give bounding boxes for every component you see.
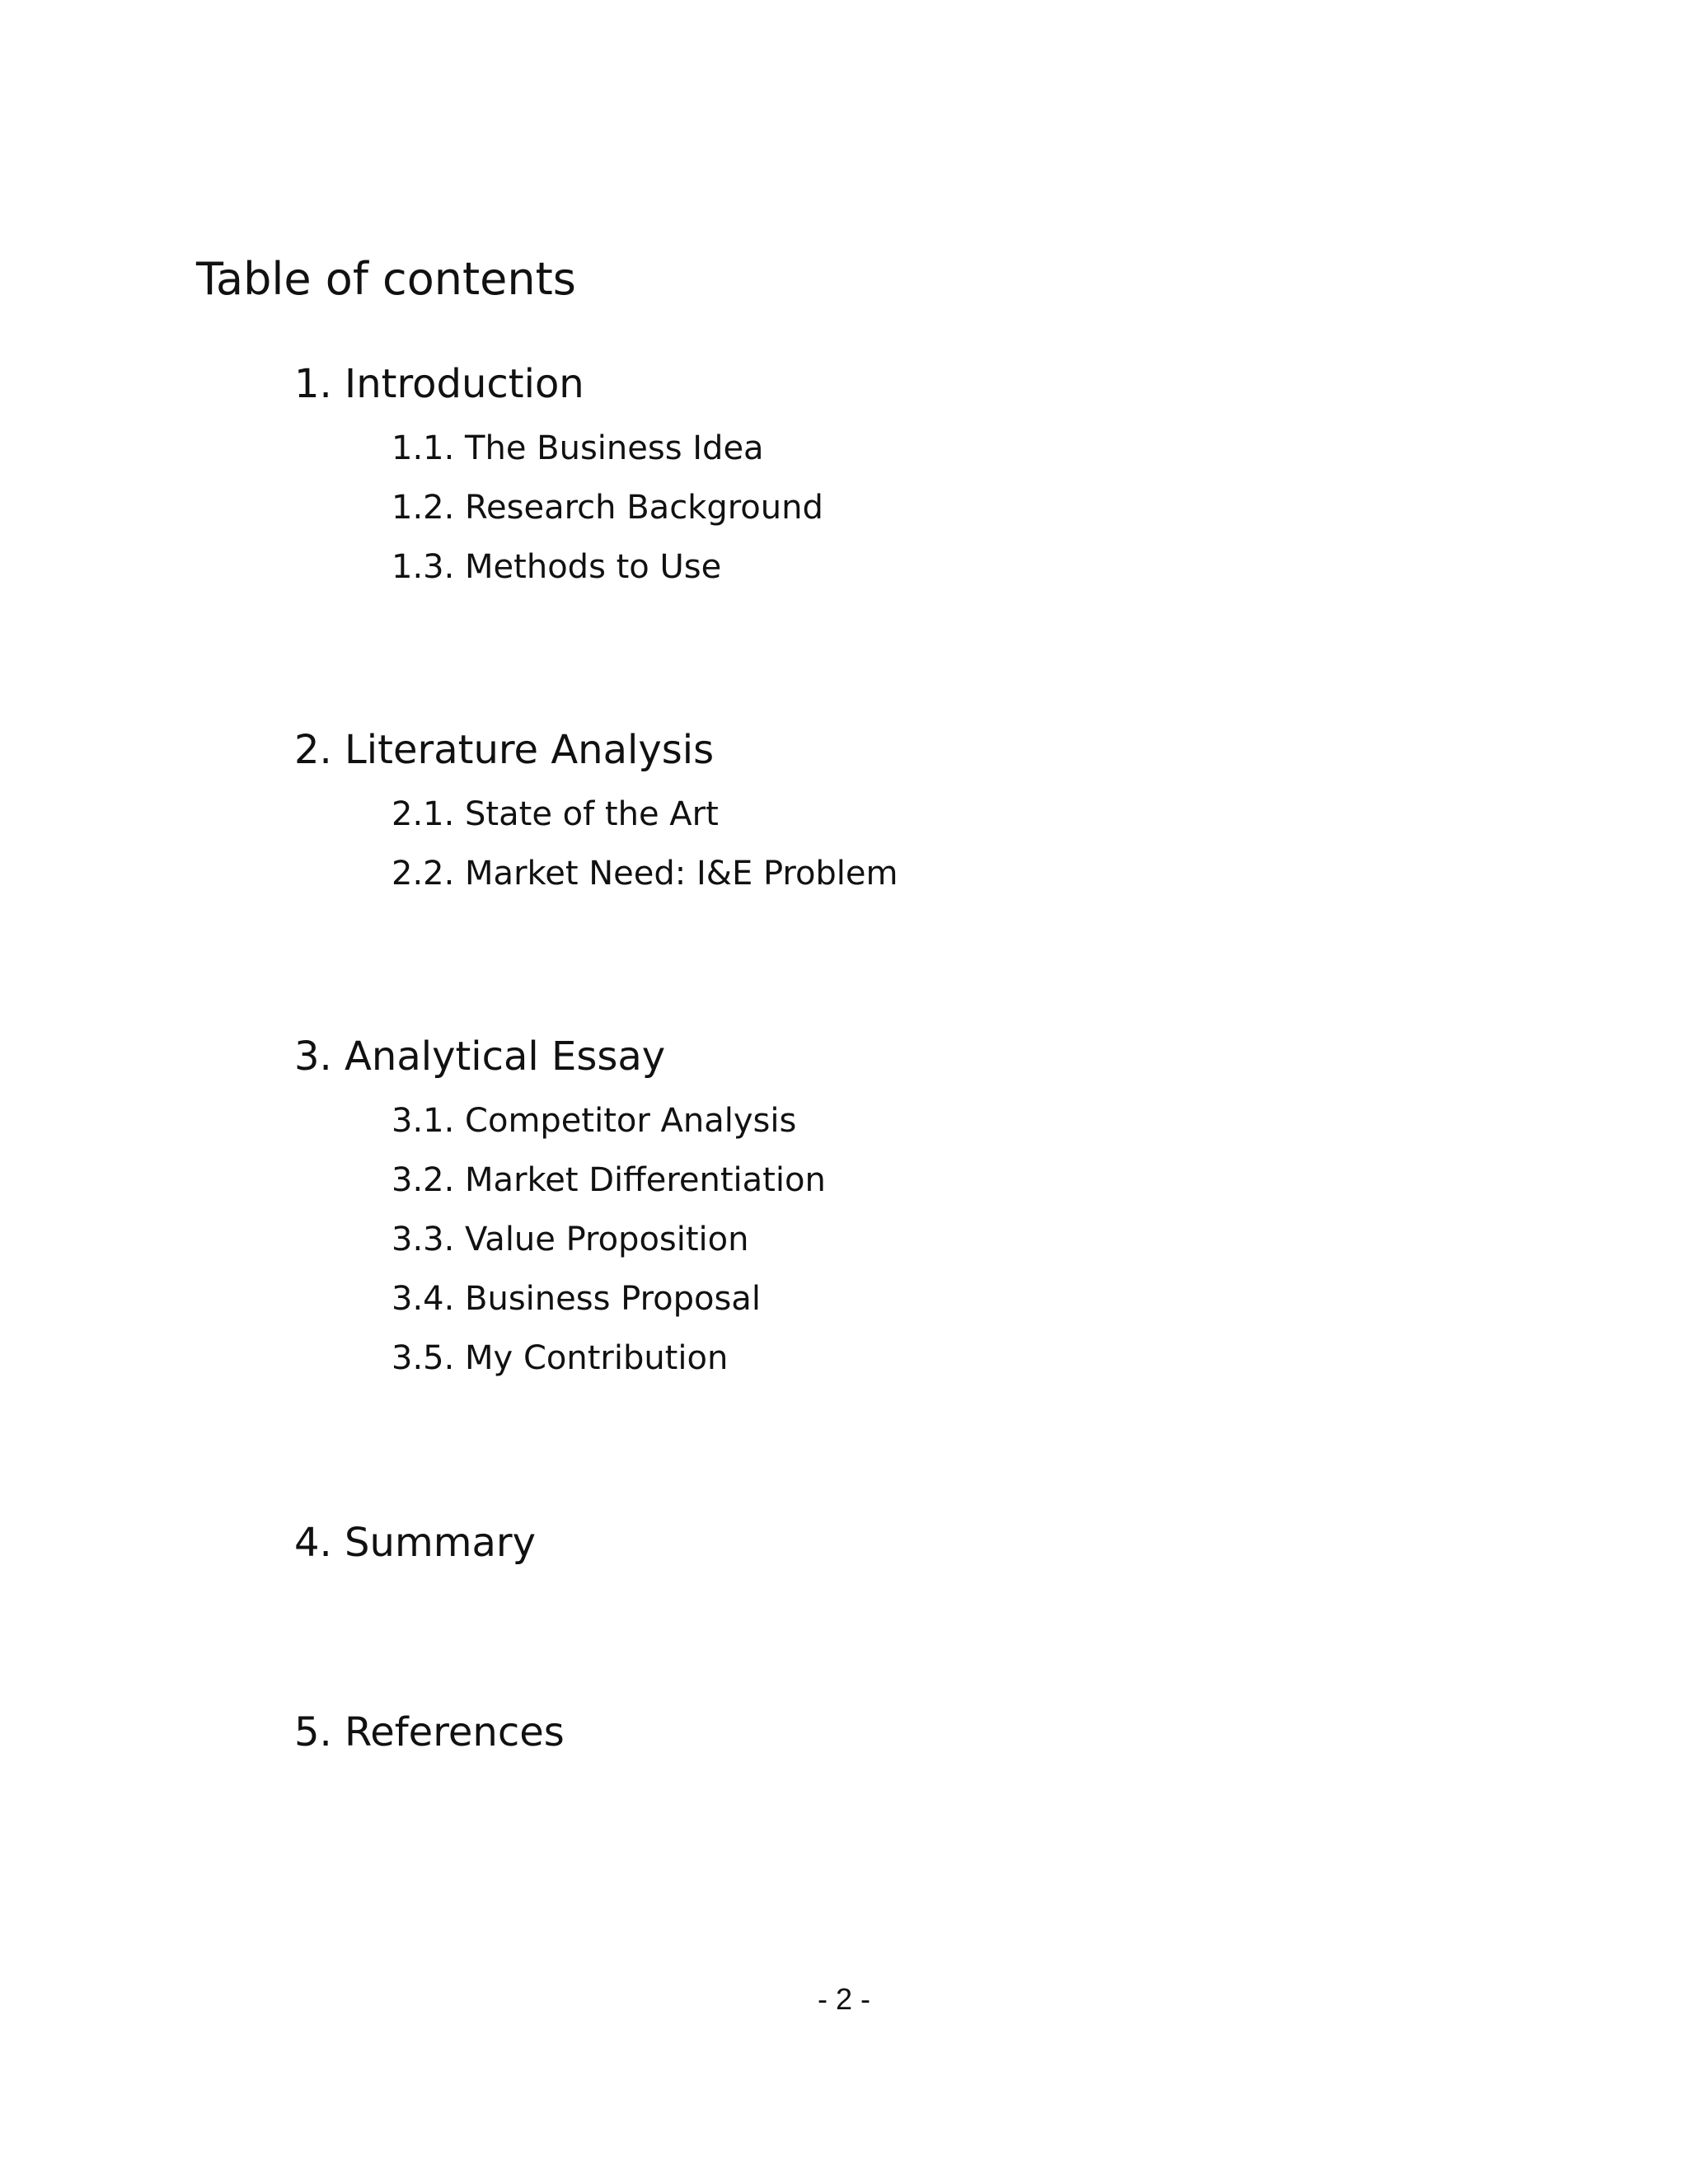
toc-section-summary: 4. Summary bbox=[294, 1520, 537, 1566]
page-number: - 2 - bbox=[817, 1982, 870, 2016]
toc-subsection-business-proposal: 3.4. Business Proposal bbox=[392, 1280, 761, 1318]
toc-section-introduction: 1. Introduction bbox=[294, 361, 584, 407]
toc-subsection-value-proposition: 3.3. Value Proposition bbox=[392, 1221, 749, 1258]
toc-section-analytical-essay: 3. Analytical Essay bbox=[294, 1033, 666, 1080]
toc-subsection-research-background: 1.2. Research Background bbox=[392, 489, 823, 527]
toc-section-references: 5. References bbox=[294, 1709, 565, 1755]
toc-section-literature-analysis: 2. Literature Analysis bbox=[294, 727, 715, 773]
toc-subsection-market-differentiation: 3.2. Market Differentiation bbox=[392, 1161, 826, 1199]
toc-subsection-competitor-analysis: 3.1. Competitor Analysis bbox=[392, 1102, 797, 1140]
toc-subsection-my-contribution: 3.5. My Contribution bbox=[392, 1339, 729, 1377]
toc-subsection-methods: 1.3. Methods to Use bbox=[392, 548, 722, 586]
toc-subsection-business-idea: 1.1. The Business Idea bbox=[392, 429, 764, 467]
toc-title: Table of contents bbox=[196, 253, 576, 305]
toc-subsection-market-need: 2.2. Market Need: I&E Problem bbox=[392, 855, 898, 893]
toc-subsection-state-of-art: 2.1. State of the Art bbox=[392, 795, 719, 833]
